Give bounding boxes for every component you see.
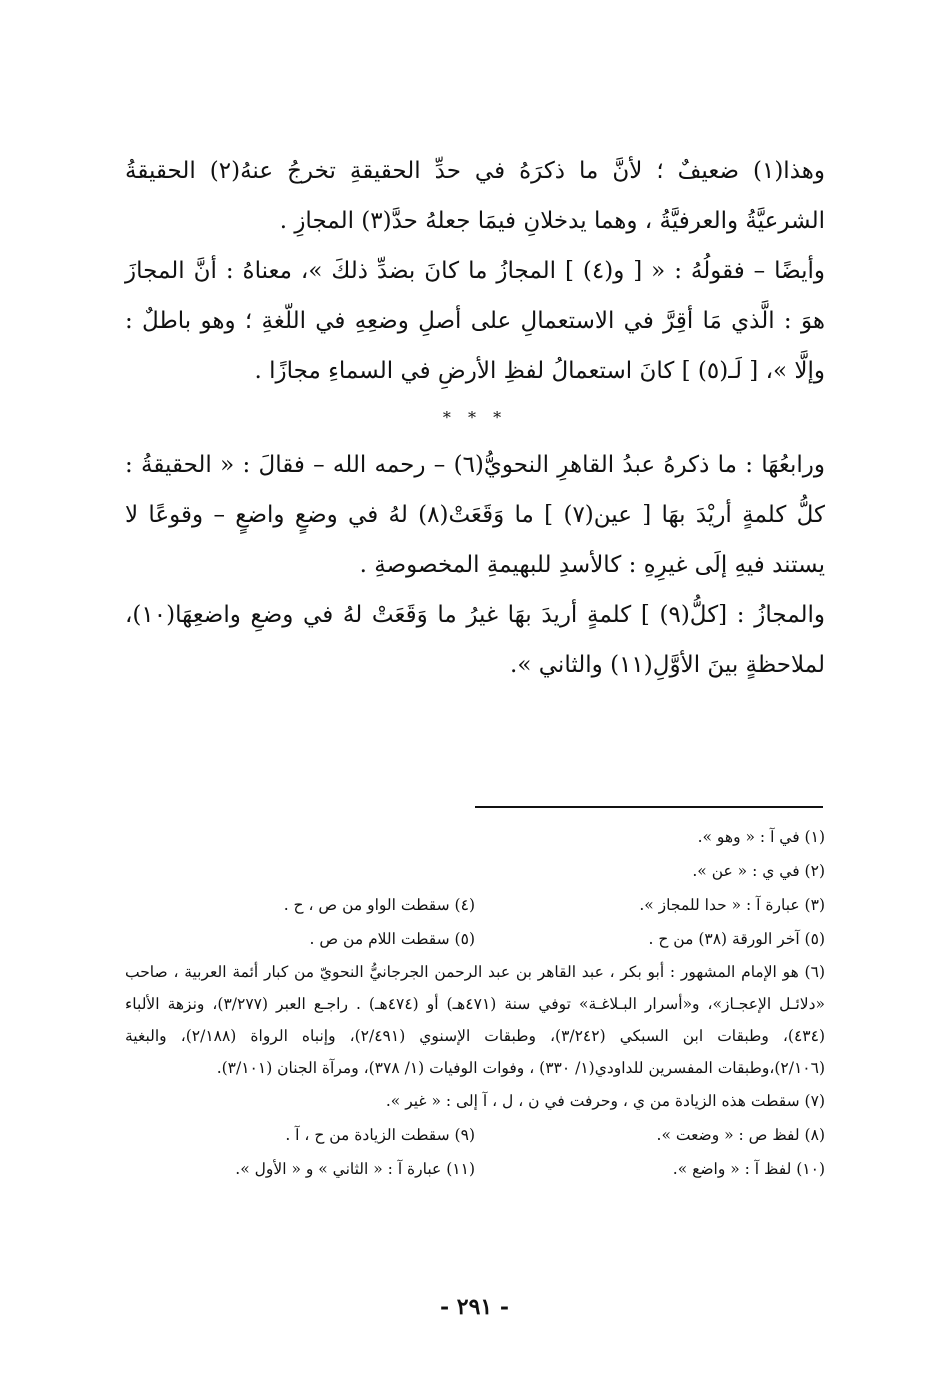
footnote-6: (٦) هو الإمام المشهور : أبو بكر ، عبد القاهر بن عبد الرحمن الجرجانيُّ النحويّ من كبار أئمة العربية ، صاحب «دلائـل الإعجـاز»، و«أسرار البـلاغـة» توفي سنة (٤٧١هـ) أو (٤٧٤هـ) . راجـع العبر (٣/٢٧٧)، ونزهة الألباء (٤٣٤)، وطبقات ابن السبكي (٣/٢٤٢)، وطبقات الإسنوي (٢/٤٩١)، وإنباه الرواة (٢/١٨٨)، والبغية (٢/١٠٦)،وطبقات المفسرين للداودي(١/ ٣٣٠) ، وفوات الوفيات (١/ ٣٧٨)، ومرآة الجنان (٣/١٠١). [125, 963, 826, 1077]
footnote-row-5 [125, 922, 825, 956]
footnote-row-10-11 [125, 1152, 825, 1186]
footnote-7: (٧) سقطت هذه الزيادة من ي ، وحرفت في ن ، ل ، آ إلى : « غير ». [385, 1092, 825, 1110]
main-text [125, 146, 825, 690]
footnote-5: (٥) آخر الورقة (٣٨) من ح . [648, 930, 825, 948]
footnote-9: (٩) سقطت الزيادة من ح ، آ . [285, 1126, 475, 1144]
footnote-3: (٣) عبارة آ : « حدا للمجاز ». [639, 896, 825, 914]
paragraph-2: وأيضًا – فقولُهُ : « [ و(٤) ] المجازُ ما كانَ بضدِّ ذلكَ »، معناهُ : أنَّ المجازَ هوَ : الَّذي مَا أقِرَّ في الاستعمالِ على أصلِ وضعِهِ في اللّغةِ ؛ وهو باطلٌ : وإلَّا »، [ لَـ(٥) ] كانَ استعمالُ لفظِ الأرضِ في السماءِ مجازًا . [125, 258, 825, 384]
footnote-10: (١٠) لفظ آ : « واضع ». [672, 1160, 825, 1178]
footnote-11: (١١) عبارة آ : « الثاني » و « الأول ». [235, 1160, 475, 1178]
footnotes [125, 820, 825, 1186]
footnote-row-3-4 [125, 888, 825, 922]
paragraph-4: والمجازُ : [كلُّ(٩) ] كلمةٍ أريدَ بهَا غيرُ ما وَقَعَتْ لهُ في وضعِ واضعِهَا(١٠)، لملاحظةٍ بينَ الأوَّلِ(١١) والثاني ». [125, 602, 825, 678]
paragraph-3: ورابعُهَا : ما ذكرهُ عبدُ القاهرِ النحويُّ(٦) – رحمه الله – فقالَ : « الحقيقةُ : كلُّ كلمةٍ أريْدَ بهَا [ عين(٧) ] ما وَقَعَتْ(٨) لهُ في وضعٍ واضعٍ – وقوعًا لا يستند فيهِ إلَى غيرِهِ : كالأسدِ للبهيمةِ المخصوصةِ . [125, 452, 825, 578]
footnote-8: (٨) لفظ ص : « وضعت ». [656, 1126, 825, 1144]
paragraph-1: وهذا(١) ضعيفٌ ؛ لأنَّ ما ذكرَهُ في حدِّ الحقيقةِ تخرجُ عنهُ(٢) الحقيقةُ الشرعيَّةُ والعرفيَّةُ ، وهما يدخلانِ فيمَا جعلهُ حدَّ(٣) المجازِ . [125, 158, 825, 234]
footnote-5b: (٥) سقطت اللام من ص . [309, 930, 475, 948]
footnote-separator-line [475, 806, 823, 808]
page-number: - ٢٩١ - [439, 1294, 510, 1320]
section-separator-stars: * * * [442, 408, 508, 427]
footnote-4: (٤) سقطت الواو من ص ، ح . [283, 896, 475, 914]
footnote-1: (١) في آ : « وهو ». [697, 828, 825, 846]
footnote-row-8-9 [125, 1118, 825, 1152]
footnote-2: (٢) في ي : « عن ». [692, 862, 825, 880]
